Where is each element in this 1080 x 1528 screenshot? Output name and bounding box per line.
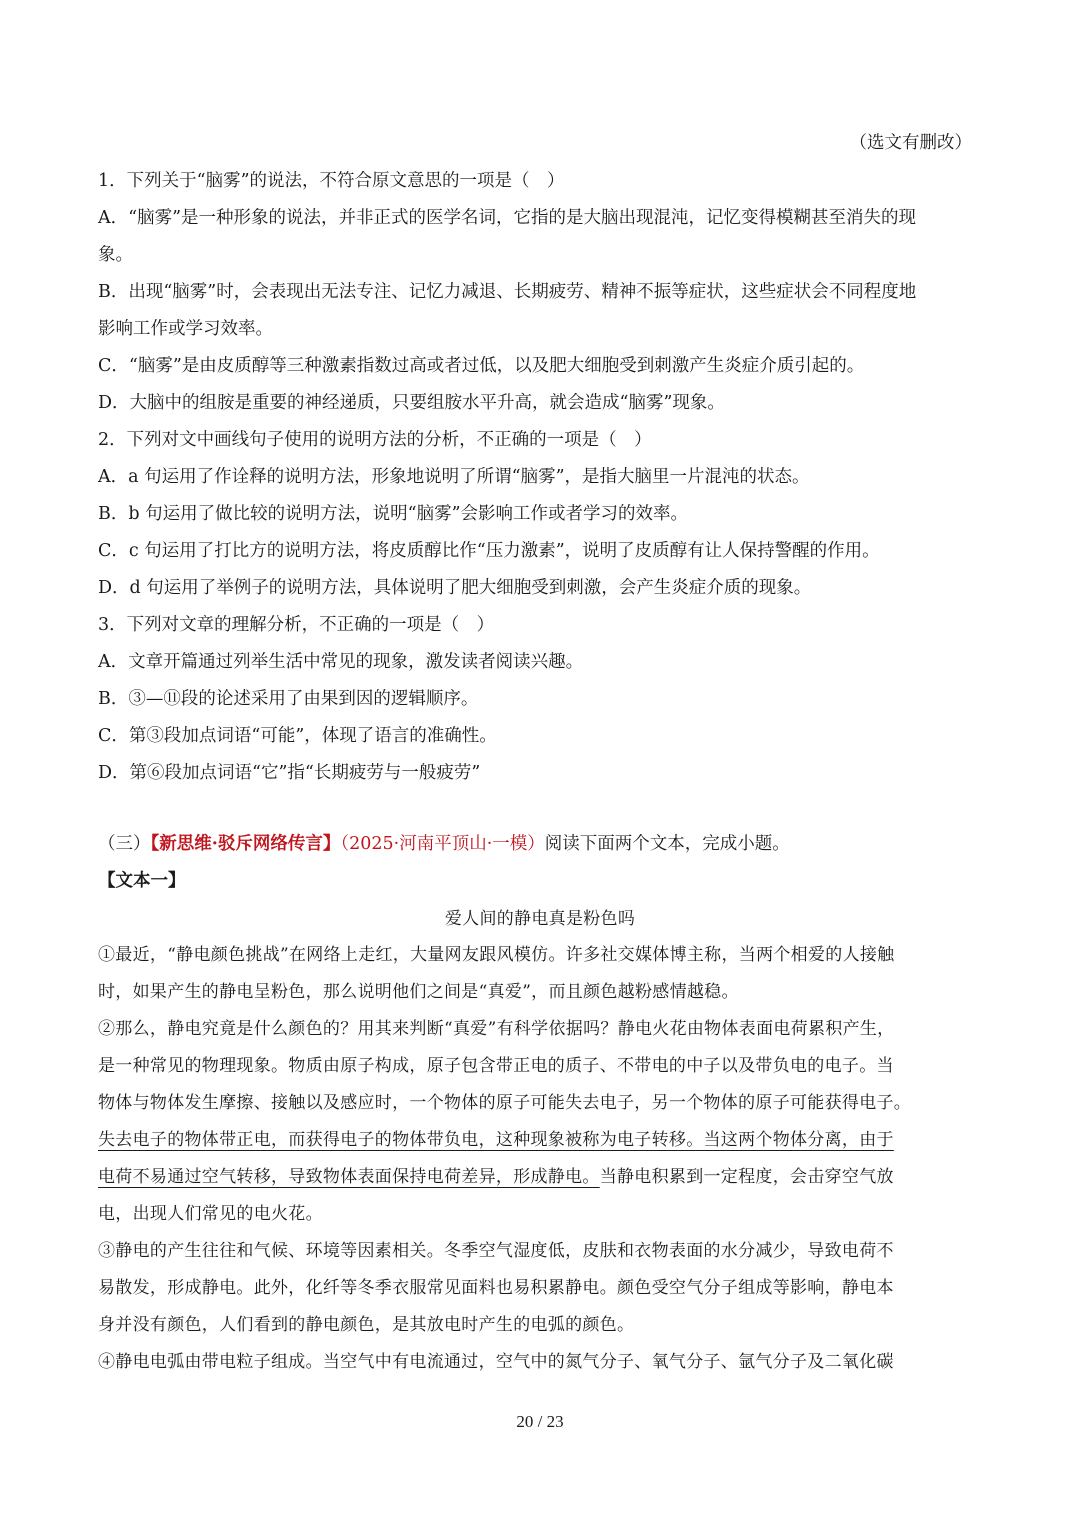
article-p3-line2: 易散发，形成静电。此外，化纤等冬季衣服常见面料也易积累静电。颜色受空气分子组成等影响，静电本: [98, 1278, 894, 1298]
question-1-option-b: B．出现“脑雾”时，会表现出无法专注、记忆力减退、长期疲劳、精神不振等症状，这些症状会不同程度地: [98, 282, 917, 302]
section-3-source: （2025·河南平顶山·一模）: [340, 834, 545, 854]
section-3-prefix: （三）: [98, 834, 151, 854]
question-3-option-b: B．③—⑪段的论述采用了由果到因的逻辑顺序。: [98, 689, 479, 709]
article-title: 爱人间的静电真是粉色吗: [444, 909, 636, 929]
question-3-option-d: D．第⑥段加点词语“它”指“长期疲劳与一般疲劳”: [98, 763, 481, 783]
article-p3-line3: 身并没有颜色，人们看到的静电颜色，是其放电时产生的电弧的颜色。: [98, 1315, 635, 1335]
article-p2-line5: [98, 1164, 982, 1190]
question-1-stem: 1．下列关于“脑雾”的说法，不符合原文意思的一项是（ ）: [98, 171, 565, 191]
source-note: （选文有删改）: [849, 133, 972, 153]
section-3-instruction: 阅读下面两个文本，完成小题。: [544, 834, 790, 854]
question-3-option-a: A．文章开篇通过列举生活中常见的现象，激发读者阅读兴趣。: [98, 652, 584, 672]
question-2-stem: 2．下列对文中画线句子使用的说明方法的分析，不正确的一项是（ ）: [98, 430, 652, 450]
question-2-option-a: A．a 句运用了作诠释的说明方法，形象地说明了所谓“脑雾”，是指大脑里一片混沌的状态。: [98, 467, 810, 487]
article-p2-line3: 物体与物体发生摩擦、接触以及感应时，一个物体的原子可能失去电子，另一个物体的原子可能获得电子。: [98, 1093, 912, 1113]
question-3-option-c: C．第③段加点词语“可能”，体现了语言的准确性。: [98, 726, 497, 746]
article-p2-line6: 电，出现人们常见的电火花。: [98, 1204, 323, 1224]
article-p3-line1: ③静电的产生往往和气候、环境等因素相关。冬季空气湿度低，皮肤和衣物表面的水分减少，导致电荷不: [98, 1241, 894, 1261]
article-p1-line2: 时，如果产生的静电呈粉色，那么说明他们之间是“真爱”，而且颜色越粉感情越稳。: [98, 982, 739, 1002]
question-1-option-a: A．“脑雾”是一种形象的说法，并非正式的医学名词，它指的是大脑出现混沌，记忆变得模糊甚至消失的现: [98, 208, 917, 228]
article-p1-line1: ①最近，“静电颜色挑战”在网络上走红，大量网友跟风模仿。许多社交媒体博主称，当两个相爱的人接触: [98, 945, 895, 965]
question-3-stem: 3．下列对文章的理解分析，不正确的一项是（ ）: [98, 615, 495, 635]
section-3-tag: 【新思维·驳斥网络传言】: [150, 834, 341, 854]
article-p2-line1: ②那么，静电究竟是什么颜色的？用其来判断“真爱”有科学依据吗？静电火花由物体表面电荷累积产生，: [98, 1019, 895, 1039]
question-1-option-b-cont: 影响工作或学习效率。: [98, 319, 273, 339]
question-2-option-c: C．c 句运用了打比方的说明方法，将皮质醇比作“压力激素”，说明了皮质醇有让人保持警醒的作用。: [98, 541, 880, 561]
article-p4-line1: ④静电电弧由带电粒子组成。当空气中有电流通过，空气中的氮气分子、氧气分子、氩气分子及二氧化碳: [98, 1352, 894, 1372]
question-1-option-a-cont: 象。: [98, 245, 133, 265]
text-one-label: 【文本一】: [98, 871, 186, 891]
question-2-option-b: B．b 句运用了做比较的说明方法，说明“脑雾”会影响工作或者学习的效率。: [98, 504, 689, 524]
question-2-option-d: D．d 句运用了举例子的说明方法，具体说明了肥大细胞受到刺激，会产生炎症介质的现象。: [98, 578, 812, 598]
article-p2-line5-rest: 当静电积累到一定程度，会击穿空气放: [599, 1167, 894, 1187]
page-number: 20 / 23: [516, 1412, 564, 1431]
article-p2-line2: 是一种常见的物理现象。物质由原子构成，原子包含带正电的质子、不带电的中子以及带负电的电子。当: [98, 1056, 894, 1076]
article-p2-line4-underlined: 失去电子的物体带正电，而获得电子的物体带负电，这种现象被称为电子转移。当这两个物体分离，由于: [98, 1130, 894, 1150]
section-3-heading: [98, 831, 982, 857]
question-1-option-c: C．“脑雾”是由皮质醇等三种激素指数过高或者过低，以及肥大细胞受到刺激产生炎症介质引起的。: [98, 356, 865, 376]
article-p2-line5-underlined: 电荷不易通过空气转移，导致物体表面保持电荷差异，形成静电。: [98, 1167, 600, 1187]
question-1-option-d: D．大脑中的组胺是重要的神经递质，只要组胺水平升高，就会造成“脑雾”现象。: [98, 393, 725, 413]
